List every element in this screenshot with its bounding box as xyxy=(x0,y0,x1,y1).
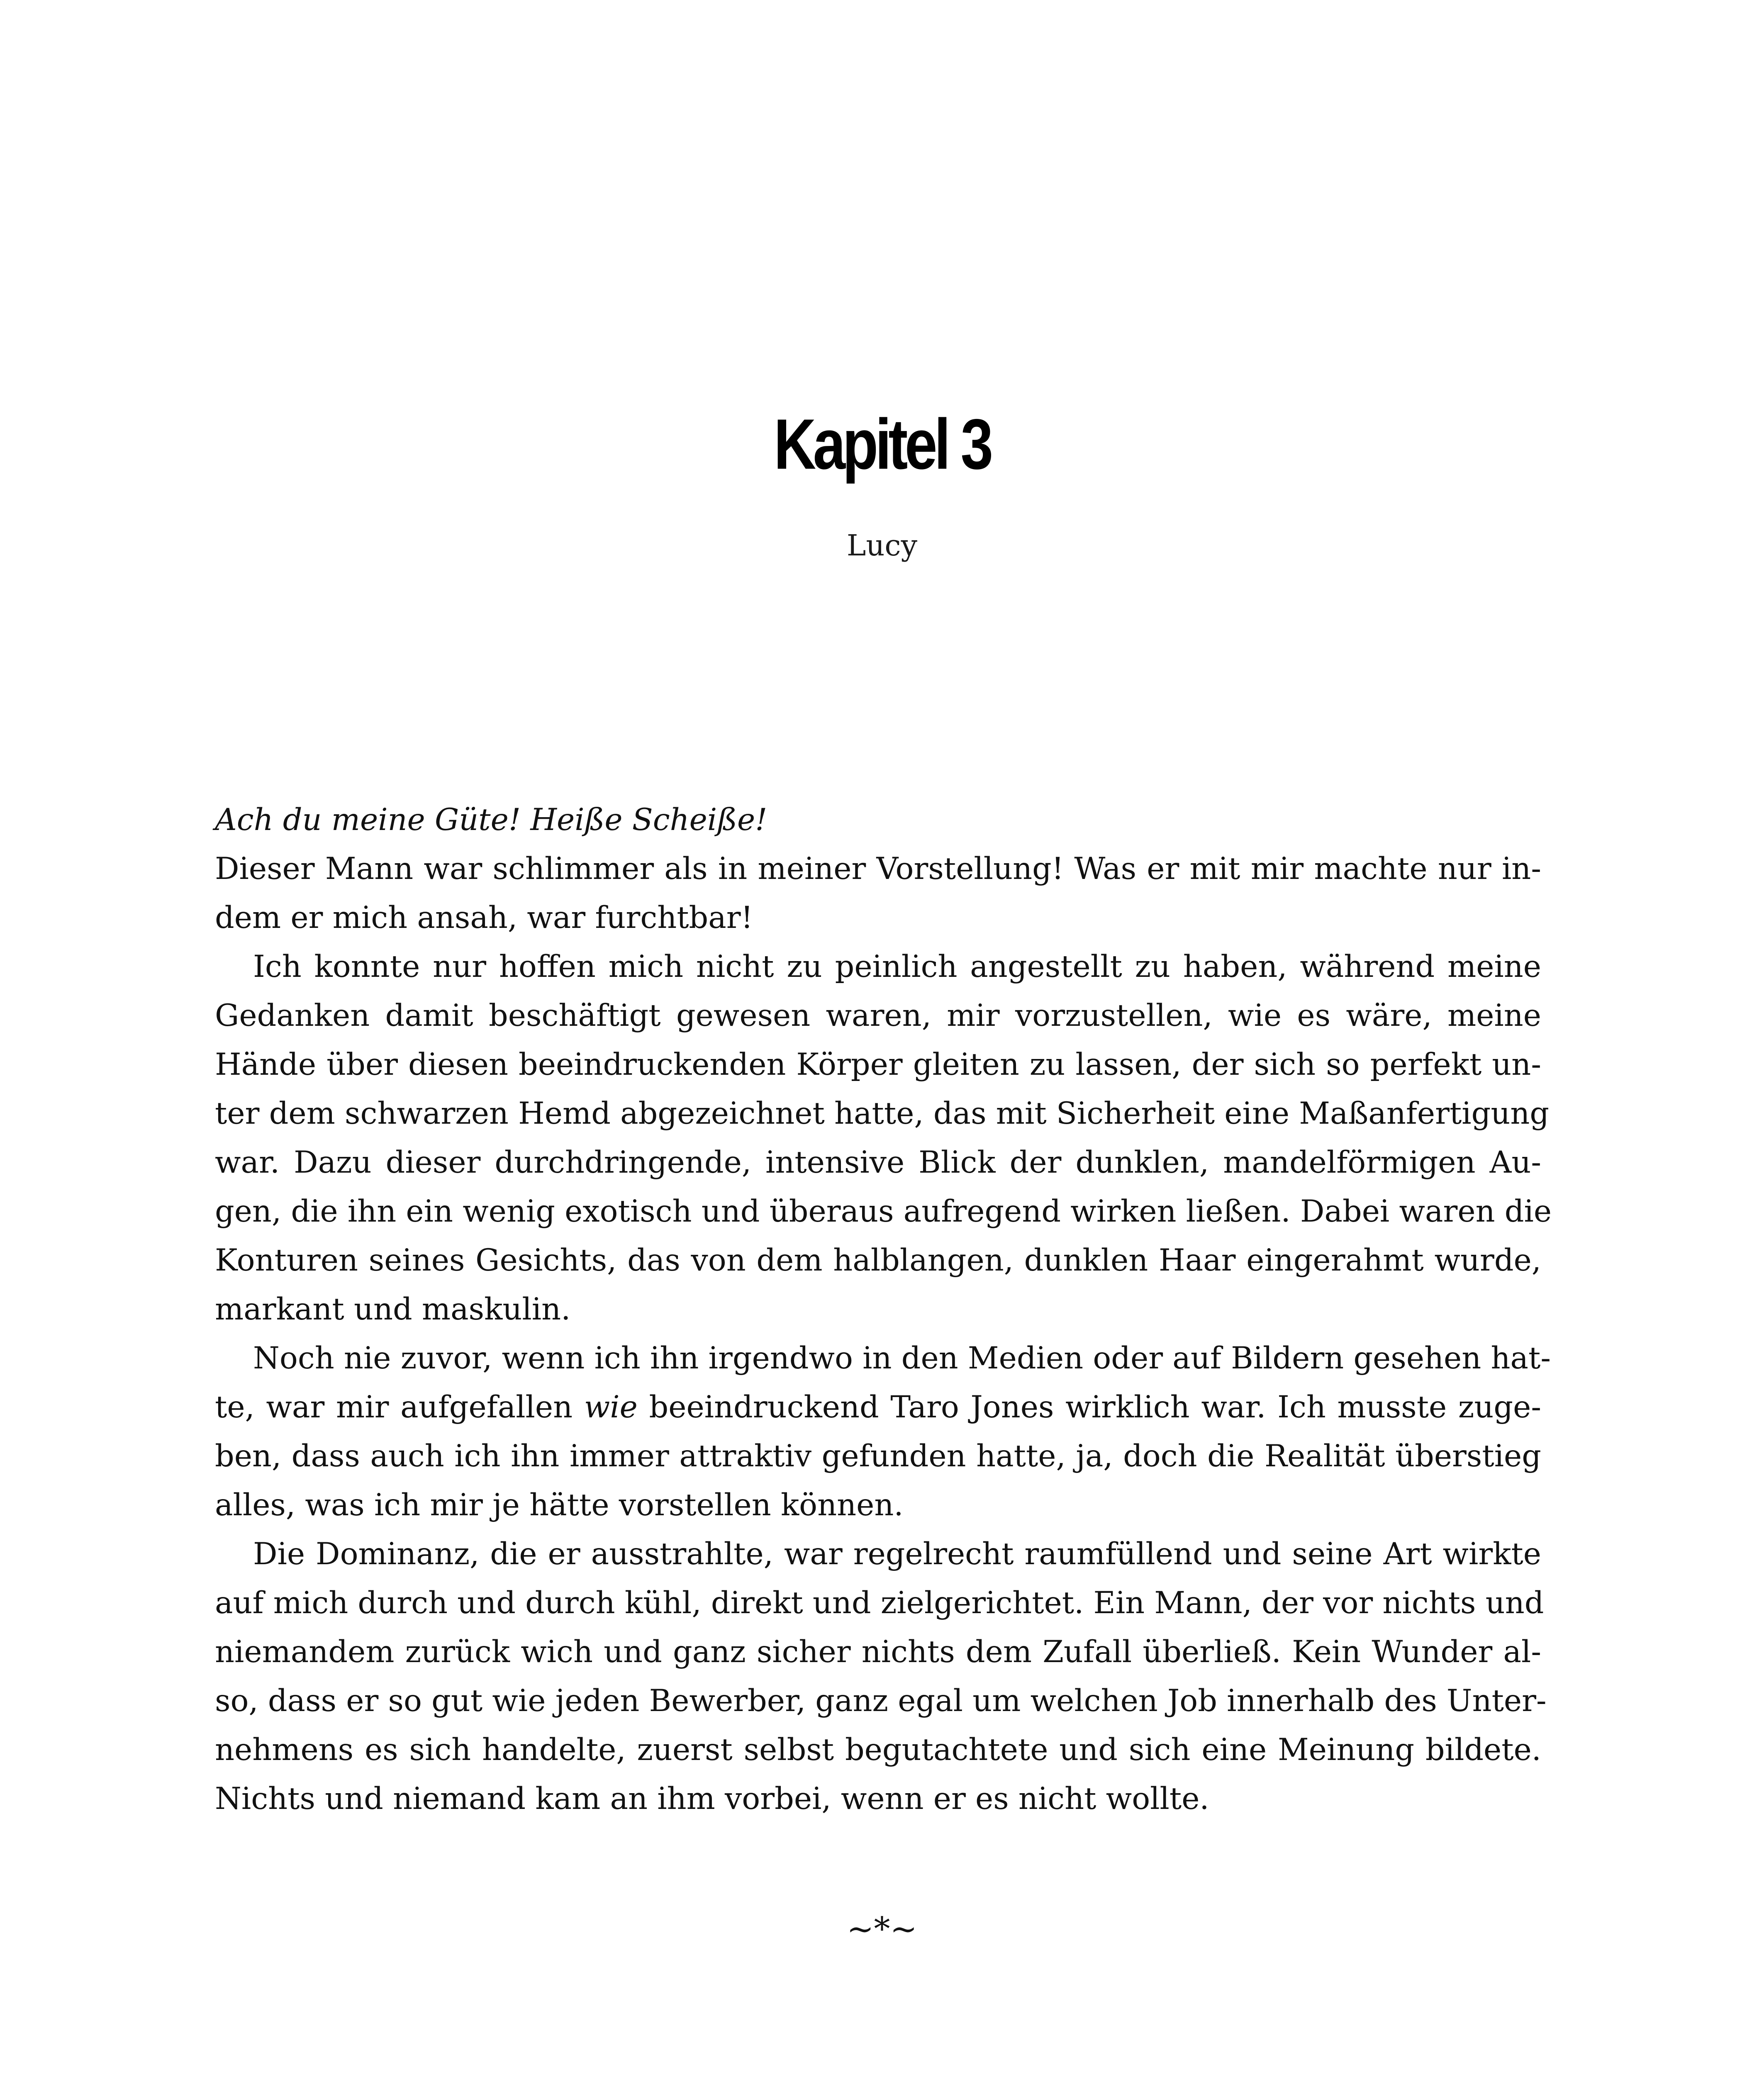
text-line: Nichts und niemand kam an ihm vorbei, wenn er es nicht wollte. xyxy=(215,1781,1209,1816)
text-line: ben, dass auch ich ihn immer attraktiv gefunden hatte, ja, doch die Realität überstieg xyxy=(215,1439,1541,1474)
text-line: Die Dominanz, die er ausstrahlte, war regelrecht raumfüllend und seine Art wirkte xyxy=(253,1536,1541,1572)
text-line: gen, die ihn ein wenig exotisch und überaus aufregend wirken ließen. Dabei waren die xyxy=(215,1194,1552,1229)
scene-separator: ~*~ xyxy=(847,1911,917,1948)
text-line: so, dass er so gut wie jeden Bewerber, ganz egal um welchen Job innerhalb des Unter- xyxy=(215,1683,1547,1719)
text-line: nehmens es sich handelte, zuerst selbst begutachtete und sich eine Meinung bildete. xyxy=(215,1732,1541,1767)
text-line-mixed xyxy=(215,1383,1541,1432)
text-line: markant und maskulin. xyxy=(215,1292,571,1327)
text-line: Noch nie zuvor, wenn ich ihn irgendwo in den Medien oder auf Bildern gesehen hat- xyxy=(253,1341,1551,1376)
text-line: Gedanken damit beschäftigt gewesen waren, mir vorzustellen, wie es wäre, meine xyxy=(215,998,1541,1033)
text-segment: beeindruckend Taro Jones wirklich war. Ich musste zuge- xyxy=(637,1390,1541,1425)
text-line: Konturen seines Gesichts, das von dem halblangen, dunklen Haar eingerahmt wurde, xyxy=(215,1243,1541,1278)
chapter-title: Kapitel 3 xyxy=(774,404,990,484)
text-line: alles, was ich mir je hätte vorstellen können. xyxy=(215,1487,904,1523)
text-segment: te, war mir aufgefallen xyxy=(215,1390,584,1425)
text-line: niemandem zurück wich und ganz sicher nichts dem Zufall überließ. Kein Wunder al- xyxy=(215,1634,1541,1670)
text-line: Dieser Mann war schlimmer als in meiner Vorstellung! Was er mit mir machte nur in- xyxy=(215,851,1541,886)
chapter-subtitle: Lucy xyxy=(846,528,918,562)
text-line: Ach du meine Güte! Heiße Scheiße! xyxy=(215,802,767,837)
text-line: ter dem schwarzen Hemd abgezeichnet hatte, das mit Sicherheit eine Maßanfertigung xyxy=(215,1096,1550,1131)
emphasis-word: wie xyxy=(584,1390,638,1425)
body-text xyxy=(215,796,1552,1823)
text-line: Hände über diesen beeindruckenden Körper gleiten zu lassen, der sich so perfekt un- xyxy=(215,1047,1541,1082)
text-line: auf mich durch und durch kühl, direkt und zielgerichtet. Ein Mann, der vor nichts und xyxy=(215,1585,1544,1621)
text-line: dem er mich ansah, war furchtbar! xyxy=(215,900,753,935)
text-line: war. Dazu dieser durchdringende, intensive Blick der dunklen, mandelförmigen Au- xyxy=(215,1145,1541,1180)
text-line: Ich konnte nur hoffen mich nicht zu peinlich angestellt zu haben, während meine xyxy=(253,949,1541,984)
